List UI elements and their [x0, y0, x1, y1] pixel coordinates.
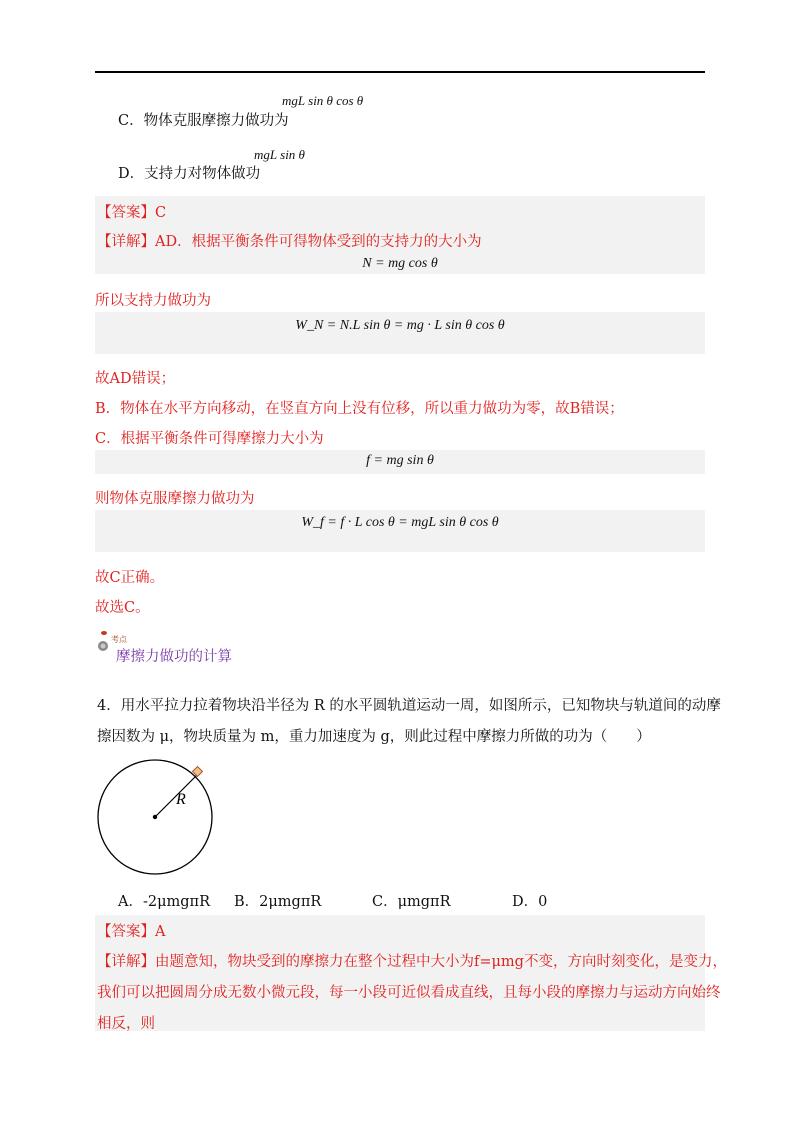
- header-rule: [95, 71, 705, 73]
- detail-q3-ad: 【详解】AD．根据平衡条件可得物体受到的支持力的大小为: [97, 234, 482, 250]
- circle-track-figure: [94, 762, 220, 876]
- option-d-formula: mgL sin θ: [254, 147, 305, 162]
- line-choose-c: 故选C。: [95, 600, 150, 616]
- equation-work-friction: W_f = f · L cos θ = mgL sin θ cos θ: [301, 515, 499, 530]
- option-c-label: C．物体克服摩擦力做功为: [118, 113, 289, 129]
- equation-friction: f = mg sin θ: [366, 453, 434, 468]
- line-b: B．物体在水平方向移动，在竖直方向上没有位移，所以重力做功为零，故B错误；: [95, 401, 624, 417]
- equation-work-normal: W_N = N.L sin θ = mg · L sin θ cos θ: [295, 318, 505, 333]
- option-c-formula: mgL sin θ cos θ: [282, 93, 364, 108]
- kaodian-label: 摩擦力做功的计算: [116, 649, 232, 665]
- answer-shade-q4: [95, 915, 705, 1031]
- q4-option-d: D．0: [512, 894, 548, 910]
- kaodian-icon-char-1: 考点: [111, 635, 127, 644]
- line-ad-wrong: 故AD错误；: [95, 371, 176, 387]
- detail-q4-line2: 我们可以把圆周分成无数小微元段，每一小段可近似看成直线，且每小段的摩擦力与运动方向始终: [97, 985, 721, 1001]
- radius-label: R: [176, 791, 186, 808]
- q4-option-c: C．μmgπR: [372, 894, 451, 910]
- option-d-label: D．支持力对物体做功: [118, 166, 261, 182]
- q4-option-b: B．2μmgπR: [234, 894, 322, 910]
- line-c-correct: 故C正确。: [95, 570, 165, 586]
- q4-stem-line2: 擦因数为 μ，物块质量为 m，重力加速度为 g，则此过程中摩擦力所做的功为（ ）: [97, 729, 651, 745]
- detail-q4-line1: 【详解】由题意知，物块受到的摩擦力在整个过程中大小为f=μmg不变，方向时刻变化，是变力，: [97, 954, 727, 970]
- line-support-work: 所以支持力做功为: [95, 293, 211, 309]
- line-friction-work: 则物体克服摩擦力做功为: [95, 491, 255, 507]
- line-c: C．根据平衡条件可得摩擦力大小为: [95, 431, 324, 447]
- answer-q4: 【答案】A: [97, 924, 166, 940]
- q4-stem-line1: 4．用水平拉力拉着物块沿半径为 R 的水平圆轨道运动一周，如图所示，已知物块与轨道间的动摩: [97, 698, 721, 714]
- answer-q3: 【答案】C: [97, 205, 167, 221]
- equation-normal-force: N = mg cos θ: [362, 256, 438, 271]
- detail-q4-line3: 相反，则: [97, 1016, 155, 1032]
- center-dot: [153, 815, 157, 819]
- q4-option-a: A．-2μmgπR: [118, 894, 210, 910]
